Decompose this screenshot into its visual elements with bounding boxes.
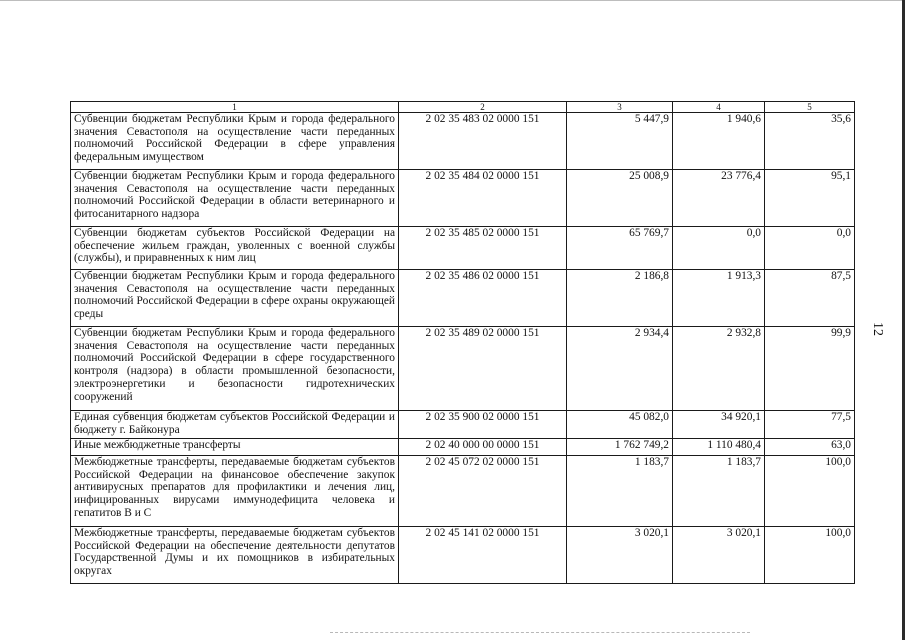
- budget-table: [70, 101, 855, 584]
- column-number-5: 5: [765, 102, 855, 113]
- row-percent: 100,0: [765, 527, 855, 584]
- row-fact: 0,0: [673, 227, 765, 270]
- column-number-4: 4: [673, 102, 765, 113]
- row-plan: 25 008,9: [567, 170, 673, 227]
- row-code: 2 02 35 483 02 0000 151: [399, 113, 567, 170]
- row-name: Субвенции бюджетам Республики Крым и города федерального значения Севастополя на осуществление части переданных полномочий Российской Федерации в сфере охраны окружающей среды: [71, 270, 399, 327]
- page-top-edge: [0, 0, 905, 1]
- row-fact: 2 932,8: [673, 327, 765, 411]
- table-row: [71, 270, 855, 327]
- row-fact: 1 183,7: [673, 456, 765, 527]
- row-fact: 1 110 480,4: [673, 439, 765, 456]
- page-number: 12: [870, 322, 885, 336]
- row-code: 2 02 35 484 02 0000 151: [399, 170, 567, 227]
- row-name: Межбюджетные трансферты, передаваемые бюджетам субъектов Российской Федерации на обеспечение деятельности депутатов Государственной Думы и их помощников в избирательных округах: [71, 527, 399, 584]
- row-percent: 0,0: [765, 227, 855, 270]
- table-row: [71, 113, 855, 170]
- table-header-row: [71, 102, 855, 113]
- table-row: [71, 170, 855, 227]
- row-name: Единая субвенция бюджетам субъектов Российской Федерации и бюджету г. Байконура: [71, 411, 399, 439]
- row-plan: 1 183,7: [567, 456, 673, 527]
- row-name: Субвенции бюджетам Республики Крым и города федерального значения Севастополя на осуществление части переданных полномочий Российской Федерации в сфере государственного контроля (надзора) в области промышленной безопасности, электроэнергетики и безопасности гидротехнических сооружений: [71, 327, 399, 411]
- row-percent: 100,0: [765, 456, 855, 527]
- table-row: [71, 411, 855, 439]
- row-name: Субвенции бюджетам субъектов Российской Федерации на обеспечение жильем граждан, уволенных с военной службы (службы), и приравненных к ним лиц: [71, 227, 399, 270]
- row-code: 2 02 45 141 02 0000 151: [399, 527, 567, 584]
- row-plan: 2 186,8: [567, 270, 673, 327]
- row-fact: 34 920,1: [673, 411, 765, 439]
- row-name: Межбюджетные трансферты, передаваемые бюджетам субъектов Российской Федерации на финансовое обеспечение закупок антивирусных препаратов для профилактики и лечения лиц, инфицированных вирусами иммунодефицита человека и гепатитов В и С: [71, 456, 399, 527]
- row-plan: 45 082,0: [567, 411, 673, 439]
- row-code: 2 02 35 485 02 0000 151: [399, 227, 567, 270]
- column-number-1: 1: [71, 102, 399, 113]
- row-name: Субвенции бюджетам Республики Крым и города федерального значения Севастополя на осуществление части переданных полномочий Российской Федерации в области ветеринарного и фитосанитарного надзора: [71, 170, 399, 227]
- scan-artifact-line: [330, 632, 750, 636]
- row-percent: 95,1: [765, 170, 855, 227]
- column-number-3: 3: [567, 102, 673, 113]
- row-plan: 5 447,9: [567, 113, 673, 170]
- row-code: 2 02 40 000 00 0000 151: [399, 439, 567, 456]
- row-fact: 1 940,6: [673, 113, 765, 170]
- row-plan: 3 020,1: [567, 527, 673, 584]
- row-plan: 2 934,4: [567, 327, 673, 411]
- row-plan: 1 762 749,2: [567, 439, 673, 456]
- row-name: Иные межбюджетные трансферты: [71, 439, 399, 456]
- row-code: 2 02 35 900 02 0000 151: [399, 411, 567, 439]
- row-plan: 65 769,7: [567, 227, 673, 270]
- row-percent: 63,0: [765, 439, 855, 456]
- table-row: [71, 227, 855, 270]
- column-number-2: 2: [399, 102, 567, 113]
- table-row: [71, 456, 855, 527]
- row-percent: 35,6: [765, 113, 855, 170]
- row-percent: 87,5: [765, 270, 855, 327]
- row-name: Субвенции бюджетам Республики Крым и города федерального значения Севастополя на осуществление части переданных полномочий Российской Федерации в сфере управления федеральным имуществом: [71, 113, 399, 170]
- row-code: 2 02 35 489 02 0000 151: [399, 327, 567, 411]
- row-fact: 1 913,3: [673, 270, 765, 327]
- row-fact: 23 776,4: [673, 170, 765, 227]
- row-percent: 99,9: [765, 327, 855, 411]
- table-row: [71, 439, 855, 456]
- row-code: 2 02 35 486 02 0000 151: [399, 270, 567, 327]
- table-row: [71, 327, 855, 411]
- table-row: [71, 527, 855, 584]
- row-code: 2 02 45 072 02 0000 151: [399, 456, 567, 527]
- row-percent: 77,5: [765, 411, 855, 439]
- row-fact: 3 020,1: [673, 527, 765, 584]
